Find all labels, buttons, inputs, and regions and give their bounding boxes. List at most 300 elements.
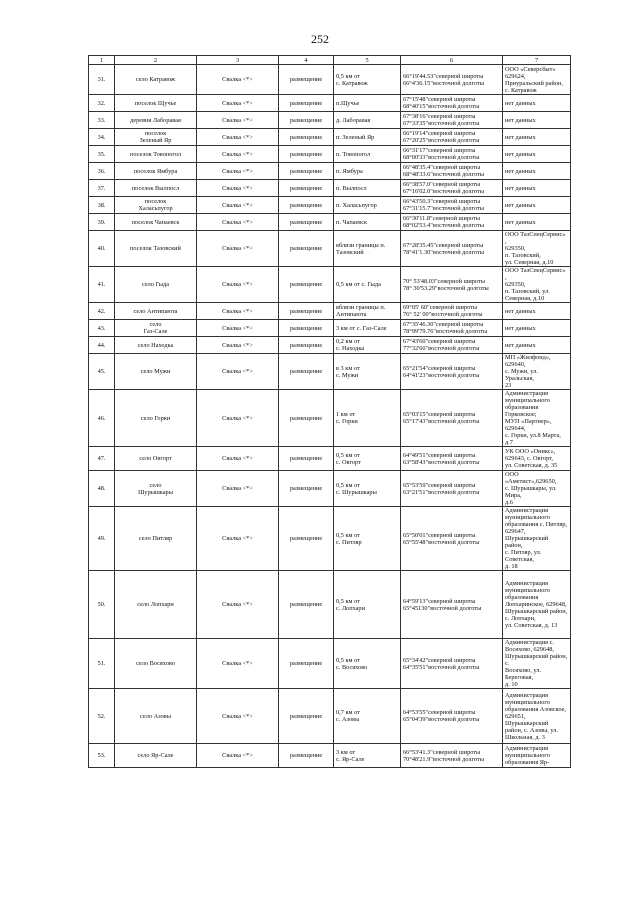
- cell-line: п. Товопогол: [336, 150, 371, 158]
- cell-line: 66°19'14"северной широты: [403, 130, 476, 137]
- row-number-cell: 35.: [89, 146, 115, 163]
- cell-line: 65°34'42"северной широты: [403, 656, 476, 664]
- cell-line: 66°48'35.4"северной широты: [403, 164, 481, 171]
- operator-cell: [503, 303, 571, 320]
- purpose-cell: размещение: [279, 354, 334, 390]
- object-type-cell: Свалка <*>: [197, 146, 279, 163]
- cell-line: 67°35'46.30"северной широты: [403, 321, 484, 328]
- row-number-cell: 40.: [89, 231, 115, 267]
- cell-line: п. Халасьпугор: [336, 201, 377, 209]
- location-cell: [334, 337, 401, 354]
- cell-line: 0,5 км от: [336, 72, 360, 80]
- operator-cell: [503, 571, 571, 639]
- cell-line: 0,5 км от с. Гыда: [336, 281, 381, 288]
- object-type-cell: Свалка <*>: [197, 320, 279, 337]
- cell-line: 629350,: [505, 281, 526, 288]
- cell-line: 65°53'59"северной широты: [403, 481, 476, 489]
- object-type-cell: Свалка <*>: [197, 744, 279, 768]
- location-cell: [334, 231, 401, 267]
- location-cell: [334, 354, 401, 390]
- cell-line: село Лопхари: [137, 601, 174, 608]
- object-type-cell: Свалка <*>: [197, 65, 279, 95]
- operator-cell: [503, 447, 571, 471]
- purpose-cell: размещение: [279, 303, 334, 320]
- cell-line: п. Тазовский,: [505, 252, 541, 259]
- table-row: [89, 146, 571, 163]
- cell-line: 629643, с. Овгорт,: [505, 455, 553, 462]
- location-cell: [334, 146, 401, 163]
- coordinates-cell: [401, 390, 503, 447]
- row-number-cell: 31.: [89, 65, 115, 95]
- cell-line: с. Шурышкары: [336, 488, 377, 496]
- cell-line: п. Вылпосл: [336, 184, 367, 192]
- location-cell: [334, 571, 401, 639]
- cell-line: 629350,: [505, 245, 526, 252]
- cell-line: 0,5 км от: [336, 597, 360, 605]
- cell-line: Восяхово, ул. Береговая,: [505, 667, 542, 681]
- row-number-cell: 50.: [89, 571, 115, 639]
- operator-cell: [503, 146, 571, 163]
- cell-line: Антипаюта: [336, 311, 367, 318]
- table-row: [89, 390, 571, 447]
- cell-line: поселок Вылпосл: [131, 184, 180, 192]
- coordinates-cell: [401, 303, 503, 320]
- cell-line: 629651, Шурышкарский: [505, 712, 549, 727]
- cell-line: поселок Товопогол: [129, 150, 182, 158]
- cell-line: д.6: [505, 499, 513, 506]
- cell-line: село Яр-Сале: [137, 752, 174, 759]
- table-row: [89, 320, 571, 337]
- coordinates-cell: [401, 197, 503, 214]
- purpose-cell: размещение: [279, 320, 334, 337]
- object-type-cell: Свалка <*>: [197, 507, 279, 571]
- cell-line: 629647, Шурышкарский: [505, 528, 549, 542]
- cell-line: МУП «Партнер», 629644,: [505, 418, 552, 432]
- cell-line: 66°38'57.0"северной широты: [403, 181, 481, 188]
- settlement-cell: [115, 214, 197, 231]
- cell-line: Приуральский район,: [505, 79, 563, 87]
- cell-line: с. Горки: [336, 418, 358, 425]
- settlement-cell: [115, 129, 197, 146]
- cell-line: образования Яр-: [505, 759, 550, 766]
- coordinates-cell: [401, 129, 503, 146]
- settlement-cell: [115, 447, 197, 471]
- operator-cell: [503, 471, 571, 507]
- coordinates-cell: [401, 744, 503, 768]
- location-cell: [334, 180, 401, 197]
- coordinates-cell: [401, 320, 503, 337]
- page-number: 252: [311, 32, 329, 46]
- object-type-cell: Свалка <*>: [197, 163, 279, 180]
- table-row: [89, 507, 571, 571]
- cell-line: село Овгорт: [139, 455, 172, 462]
- cell-line: 67°31'15.7"восточной долготы: [403, 205, 485, 212]
- landfill-registry-table: [88, 55, 571, 768]
- operator-cell: [503, 180, 571, 197]
- coordinates-cell: [401, 112, 503, 129]
- cell-line: 65°45130"восточной долготы: [403, 604, 482, 612]
- cell-line: Администрация: [505, 745, 549, 752]
- settlement-cell: [115, 571, 197, 639]
- location-cell: [334, 197, 401, 214]
- location-cell: [334, 95, 401, 112]
- coordinates-cell: [401, 65, 503, 95]
- cell-line: с. Лопхари,: [505, 615, 536, 622]
- cell-line: нет данных: [505, 307, 536, 315]
- table-row: [89, 571, 571, 639]
- location-cell: [334, 214, 401, 231]
- cell-line: 68°48'33.6"восточной долготы: [403, 171, 485, 178]
- purpose-cell: размещение: [279, 231, 334, 267]
- purpose-cell: размещение: [279, 471, 334, 507]
- cell-line: Администрация: [505, 691, 549, 699]
- coordinates-cell: [401, 639, 503, 689]
- cell-line: Восяхово, 629648,: [505, 646, 554, 653]
- operator-cell: [503, 337, 571, 354]
- cell-line: МП «Жилфонд», 629640,: [505, 354, 551, 368]
- table-row: [89, 231, 571, 267]
- cell-line: Администрация: [505, 390, 549, 397]
- operator-cell: [503, 354, 571, 390]
- cell-line: муниципального: [505, 514, 550, 521]
- row-number-cell: 48.: [89, 471, 115, 507]
- operator-cell: [503, 112, 571, 129]
- settlement-cell: [115, 112, 197, 129]
- coordinates-cell: [401, 180, 503, 197]
- cell-line: 64°41'23"восточной долготы: [403, 371, 480, 379]
- cell-line: 66°53'41.3"северной широты: [403, 748, 481, 756]
- cell-line: 66°31'17"северной широты: [403, 147, 476, 154]
- purpose-cell: размещение: [279, 507, 334, 571]
- cell-line: с. Азовы: [336, 716, 360, 723]
- cell-line: поселок: [144, 130, 167, 137]
- row-number-cell: 53.: [89, 744, 115, 768]
- operator-cell: [503, 507, 571, 571]
- row-number-cell: 45.: [89, 354, 115, 390]
- column-header: 7: [503, 56, 571, 65]
- cell-line: поселок Щучье: [134, 99, 177, 107]
- operator-cell: [503, 320, 571, 337]
- location-cell: [334, 65, 401, 95]
- cell-line: с. Овгорт: [336, 458, 361, 466]
- row-number-cell: 44.: [89, 337, 115, 354]
- cell-line: 63°58'43"восточной долготы: [403, 458, 480, 466]
- object-type-cell: Свалка <*>: [197, 129, 279, 146]
- location-cell: [334, 639, 401, 689]
- cell-line: 67°16'02.0"восточной долготы: [403, 188, 485, 195]
- cell-line: 1 км от: [336, 411, 356, 418]
- cell-line: п.Щучье: [336, 99, 360, 107]
- settlement-cell: [115, 507, 197, 571]
- cell-line: 67°38'16"северной широты: [403, 113, 476, 120]
- cell-line: 629624,: [505, 72, 526, 80]
- cell-line: Тазовский: [336, 248, 364, 256]
- settlement-cell: [115, 65, 197, 95]
- operator-cell: [503, 197, 571, 214]
- operator-cell: [503, 129, 571, 146]
- column-header: 5: [334, 56, 401, 65]
- table-row: [89, 214, 571, 231]
- column-header: 1: [89, 56, 115, 65]
- location-cell: [334, 507, 401, 571]
- cell-line: село Горки: [140, 414, 171, 422]
- cell-line: п. Чапаевск: [336, 218, 368, 226]
- cell-line: п. Ямбура: [336, 167, 363, 175]
- cell-line: с. Находка: [336, 345, 365, 352]
- cell-line: Лопхаринское, 629648,: [505, 601, 567, 608]
- object-type-cell: Свалка <*>: [197, 180, 279, 197]
- row-number-cell: 41.: [89, 267, 115, 303]
- cell-line: деревня Лаборавая: [130, 116, 181, 124]
- location-cell: [334, 129, 401, 146]
- cell-line: с. Питляр: [336, 538, 362, 546]
- cell-line: 67°28'35.45"северной широты: [403, 241, 484, 249]
- object-type-cell: Свалка <*>: [197, 303, 279, 320]
- cell-line: 66°43'50.3"северной широты: [403, 198, 481, 205]
- object-type-cell: Свалка <*>: [197, 390, 279, 447]
- cell-line: село Восяхово: [136, 660, 175, 667]
- settlement-cell: [115, 163, 197, 180]
- cell-line: 0,7 км от: [336, 709, 360, 716]
- cell-line: 3 км от: [336, 748, 356, 756]
- cell-line: Халасьпугор: [138, 205, 173, 212]
- settlement-cell: [115, 303, 197, 320]
- cell-line: образования: [505, 594, 539, 601]
- cell-line: 65°50'01"северной широты: [403, 531, 476, 539]
- cell-line: 0,5 км от: [336, 656, 360, 664]
- table-row: [89, 65, 571, 95]
- cell-line: 67°20'25"восточной долготы: [403, 137, 480, 144]
- object-type-cell: Свалка <*>: [197, 214, 279, 231]
- cell-line: село: [149, 321, 162, 328]
- cell-line: нет данных: [505, 341, 536, 349]
- purpose-cell: размещение: [279, 639, 334, 689]
- cell-line: ООО «Аметист»,629650,: [505, 471, 557, 485]
- row-number-cell: 49.: [89, 507, 115, 571]
- cell-line: нет данных: [505, 116, 536, 124]
- cell-line: муниципального: [505, 397, 550, 404]
- cell-line: село Азовы: [140, 712, 171, 720]
- cell-line: нет данных: [505, 150, 536, 158]
- cell-line: 0,5 км от: [336, 531, 360, 539]
- coordinates-cell: [401, 95, 503, 112]
- cell-line: вблизи границы п.: [336, 241, 386, 249]
- operator-cell: [503, 267, 571, 303]
- cell-line: поселок Тазовский: [130, 245, 181, 252]
- location-cell: [334, 112, 401, 129]
- cell-line: 70°48'21.9"восточной долготы: [403, 755, 485, 763]
- cell-line: с. Катравож: [336, 79, 368, 87]
- coordinates-cell: [401, 267, 503, 303]
- cell-line: 69°05' 60"северной широты: [403, 304, 478, 311]
- settlement-cell: [115, 146, 197, 163]
- cell-line: поселок Чапаевск: [131, 218, 180, 226]
- table-row: [89, 112, 571, 129]
- operator-cell: [503, 689, 571, 744]
- object-type-cell: Свалка <*>: [197, 337, 279, 354]
- object-type-cell: Свалка <*>: [197, 571, 279, 639]
- cell-line: ул. Северная, д.10: [505, 259, 554, 266]
- cell-line: село Гыда: [141, 281, 169, 288]
- cell-line: Северная, д.10: [505, 295, 545, 302]
- purpose-cell: размещение: [279, 337, 334, 354]
- cell-line: 66°19'44.53"северной широты: [403, 72, 484, 80]
- purpose-cell: размещение: [279, 197, 334, 214]
- purpose-cell: размещение: [279, 447, 334, 471]
- cell-line: 65°03'15"северной широты: [403, 411, 476, 418]
- location-cell: [334, 163, 401, 180]
- coordinates-cell: [401, 507, 503, 571]
- cell-line: 67°43'60"северной широты: [403, 338, 476, 345]
- purpose-cell: размещение: [279, 163, 334, 180]
- settlement-cell: [115, 471, 197, 507]
- cell-line: 68°02'53.4"восточной долготы: [403, 222, 485, 229]
- object-type-cell: Свалка <*>: [197, 267, 279, 303]
- object-type-cell: Свалка <*>: [197, 471, 279, 507]
- object-type-cell: Свалка <*>: [197, 354, 279, 390]
- object-type-cell: Свалка <*>: [197, 447, 279, 471]
- cell-line: 3 км от с. Газ-Сале: [336, 324, 387, 332]
- table-row: [89, 163, 571, 180]
- row-number-cell: 43.: [89, 320, 115, 337]
- cell-line: Газ-Сале: [143, 328, 168, 335]
- cell-line: п. Тазовский, ул.: [505, 288, 550, 295]
- cell-line: Шурышкарский район,: [505, 608, 568, 615]
- cell-line: Шурышкарский район, с.: [505, 653, 568, 667]
- settlement-cell: [115, 95, 197, 112]
- cell-line: образования Азовское,: [505, 705, 567, 713]
- settlement-cell: [115, 267, 197, 303]
- cell-line: с. Горки, ул.8 Марта, д.7: [505, 432, 561, 446]
- cell-line: нет данных: [505, 218, 536, 226]
- coordinates-cell: [401, 231, 503, 267]
- cell-line: 65°21'54"северной широты: [403, 364, 476, 372]
- operator-cell: [503, 65, 571, 95]
- object-type-cell: Свалка <*>: [197, 639, 279, 689]
- column-header: 2: [115, 56, 197, 65]
- row-number-cell: 38.: [89, 197, 115, 214]
- row-number-cell: 47.: [89, 447, 115, 471]
- cell-line: д. 10: [505, 681, 518, 688]
- cell-line: ул. Советская, д. 13: [505, 622, 558, 629]
- purpose-cell: размещение: [279, 571, 334, 639]
- column-header: 6: [401, 56, 503, 65]
- cell-line: с. Лопхари: [336, 604, 365, 612]
- cell-line: образования с. Питляр,: [505, 521, 568, 528]
- cell-line: 67°15'48"северной широты: [403, 96, 476, 103]
- cell-line: село Катравож: [135, 76, 176, 83]
- settlement-cell: [115, 390, 197, 447]
- cell-line: 78°41'1.30"восточной долготы: [403, 248, 485, 256]
- settlement-cell: [115, 689, 197, 744]
- column-header: 4: [279, 56, 334, 65]
- settlement-cell: [115, 354, 197, 390]
- row-number-cell: 42.: [89, 303, 115, 320]
- cell-line: нет данных: [505, 133, 536, 141]
- coordinates-cell: [401, 214, 503, 231]
- coordinates-cell: [401, 571, 503, 639]
- cell-line: д. 18: [505, 563, 518, 570]
- purpose-cell: размещение: [279, 95, 334, 112]
- row-number-cell: 36.: [89, 163, 115, 180]
- cell-line: образования Горковское;: [505, 404, 539, 418]
- purpose-cell: размещение: [279, 180, 334, 197]
- settlement-cell: [115, 231, 197, 267]
- row-number-cell: 37.: [89, 180, 115, 197]
- cell-line: 76° 52' 00"восточной долготы: [403, 311, 483, 318]
- operator-cell: [503, 214, 571, 231]
- operator-cell: [503, 231, 571, 267]
- cell-line: село: [149, 481, 162, 489]
- cell-line: 65°17'43"восточной долготы: [403, 418, 480, 425]
- coordinates-cell: [401, 354, 503, 390]
- operator-cell: [503, 95, 571, 112]
- table-row: [89, 95, 571, 112]
- cell-line: вблизи границы п.: [336, 304, 386, 311]
- table-row: [89, 303, 571, 320]
- coordinates-cell: [401, 471, 503, 507]
- settlement-cell: [115, 197, 197, 214]
- cell-line: 23: [505, 382, 512, 389]
- cell-line: муниципального: [505, 752, 550, 759]
- cell-line: 66°30'11.8"северной широты: [403, 215, 481, 222]
- cell-line: нет данных: [505, 167, 536, 175]
- cell-line: село Питляр: [138, 535, 173, 542]
- cell-line: Администрация: [505, 580, 549, 587]
- cell-line: 77°32'60"восточной долготы: [403, 345, 480, 352]
- operator-cell: [503, 639, 571, 689]
- cell-line: нет данных: [505, 324, 536, 332]
- cell-line: 65°55'48"восточной долготы: [403, 538, 480, 546]
- operator-cell: [503, 744, 571, 768]
- purpose-cell: размещение: [279, 65, 334, 95]
- cell-line: с. Катравож: [505, 86, 537, 94]
- cell-line: с. Мужи: [336, 371, 359, 379]
- row-number-cell: 32.: [89, 95, 115, 112]
- location-cell: [334, 267, 401, 303]
- cell-line: ООО ТазСпецСервис» ,: [505, 231, 566, 245]
- cell-line: 68°40'15"восточной долготы: [403, 103, 480, 110]
- table-row: [89, 180, 571, 197]
- purpose-cell: размещение: [279, 390, 334, 447]
- cell-line: 67°33'35"восточной долготы: [403, 120, 480, 127]
- location-cell: [334, 471, 401, 507]
- table-header-row: [89, 56, 571, 65]
- location-cell: [334, 303, 401, 320]
- location-cell: [334, 447, 401, 471]
- purpose-cell: размещение: [279, 214, 334, 231]
- coordinates-cell: [401, 337, 503, 354]
- table-row: [89, 197, 571, 214]
- cell-line: 0,5 км от: [336, 481, 360, 489]
- object-type-cell: Свалка <*>: [197, 689, 279, 744]
- cell-line: поселок: [144, 198, 167, 205]
- cell-line: УК ООО «Оникс»,: [505, 448, 556, 455]
- row-number-cell: 39.: [89, 214, 115, 231]
- cell-line: ООО ТазСпецСервис» ,: [505, 267, 566, 281]
- purpose-cell: размещение: [279, 146, 334, 163]
- cell-line: с. Яр-Сале: [336, 755, 365, 763]
- cell-line: 63°21'51"восточной долготы: [403, 488, 480, 496]
- operator-cell: [503, 390, 571, 447]
- cell-line: Шурышкары: [138, 488, 173, 496]
- cell-line: Администрация: [505, 507, 549, 514]
- cell-line: п. Зеленый Яр: [336, 133, 375, 141]
- cell-line: 66°4'36.15"восточной долготы: [403, 79, 485, 87]
- cell-line: 65°04'39"восточной долготы: [403, 716, 480, 723]
- table-row: [89, 447, 571, 471]
- cell-line: в 3 км от: [336, 364, 360, 372]
